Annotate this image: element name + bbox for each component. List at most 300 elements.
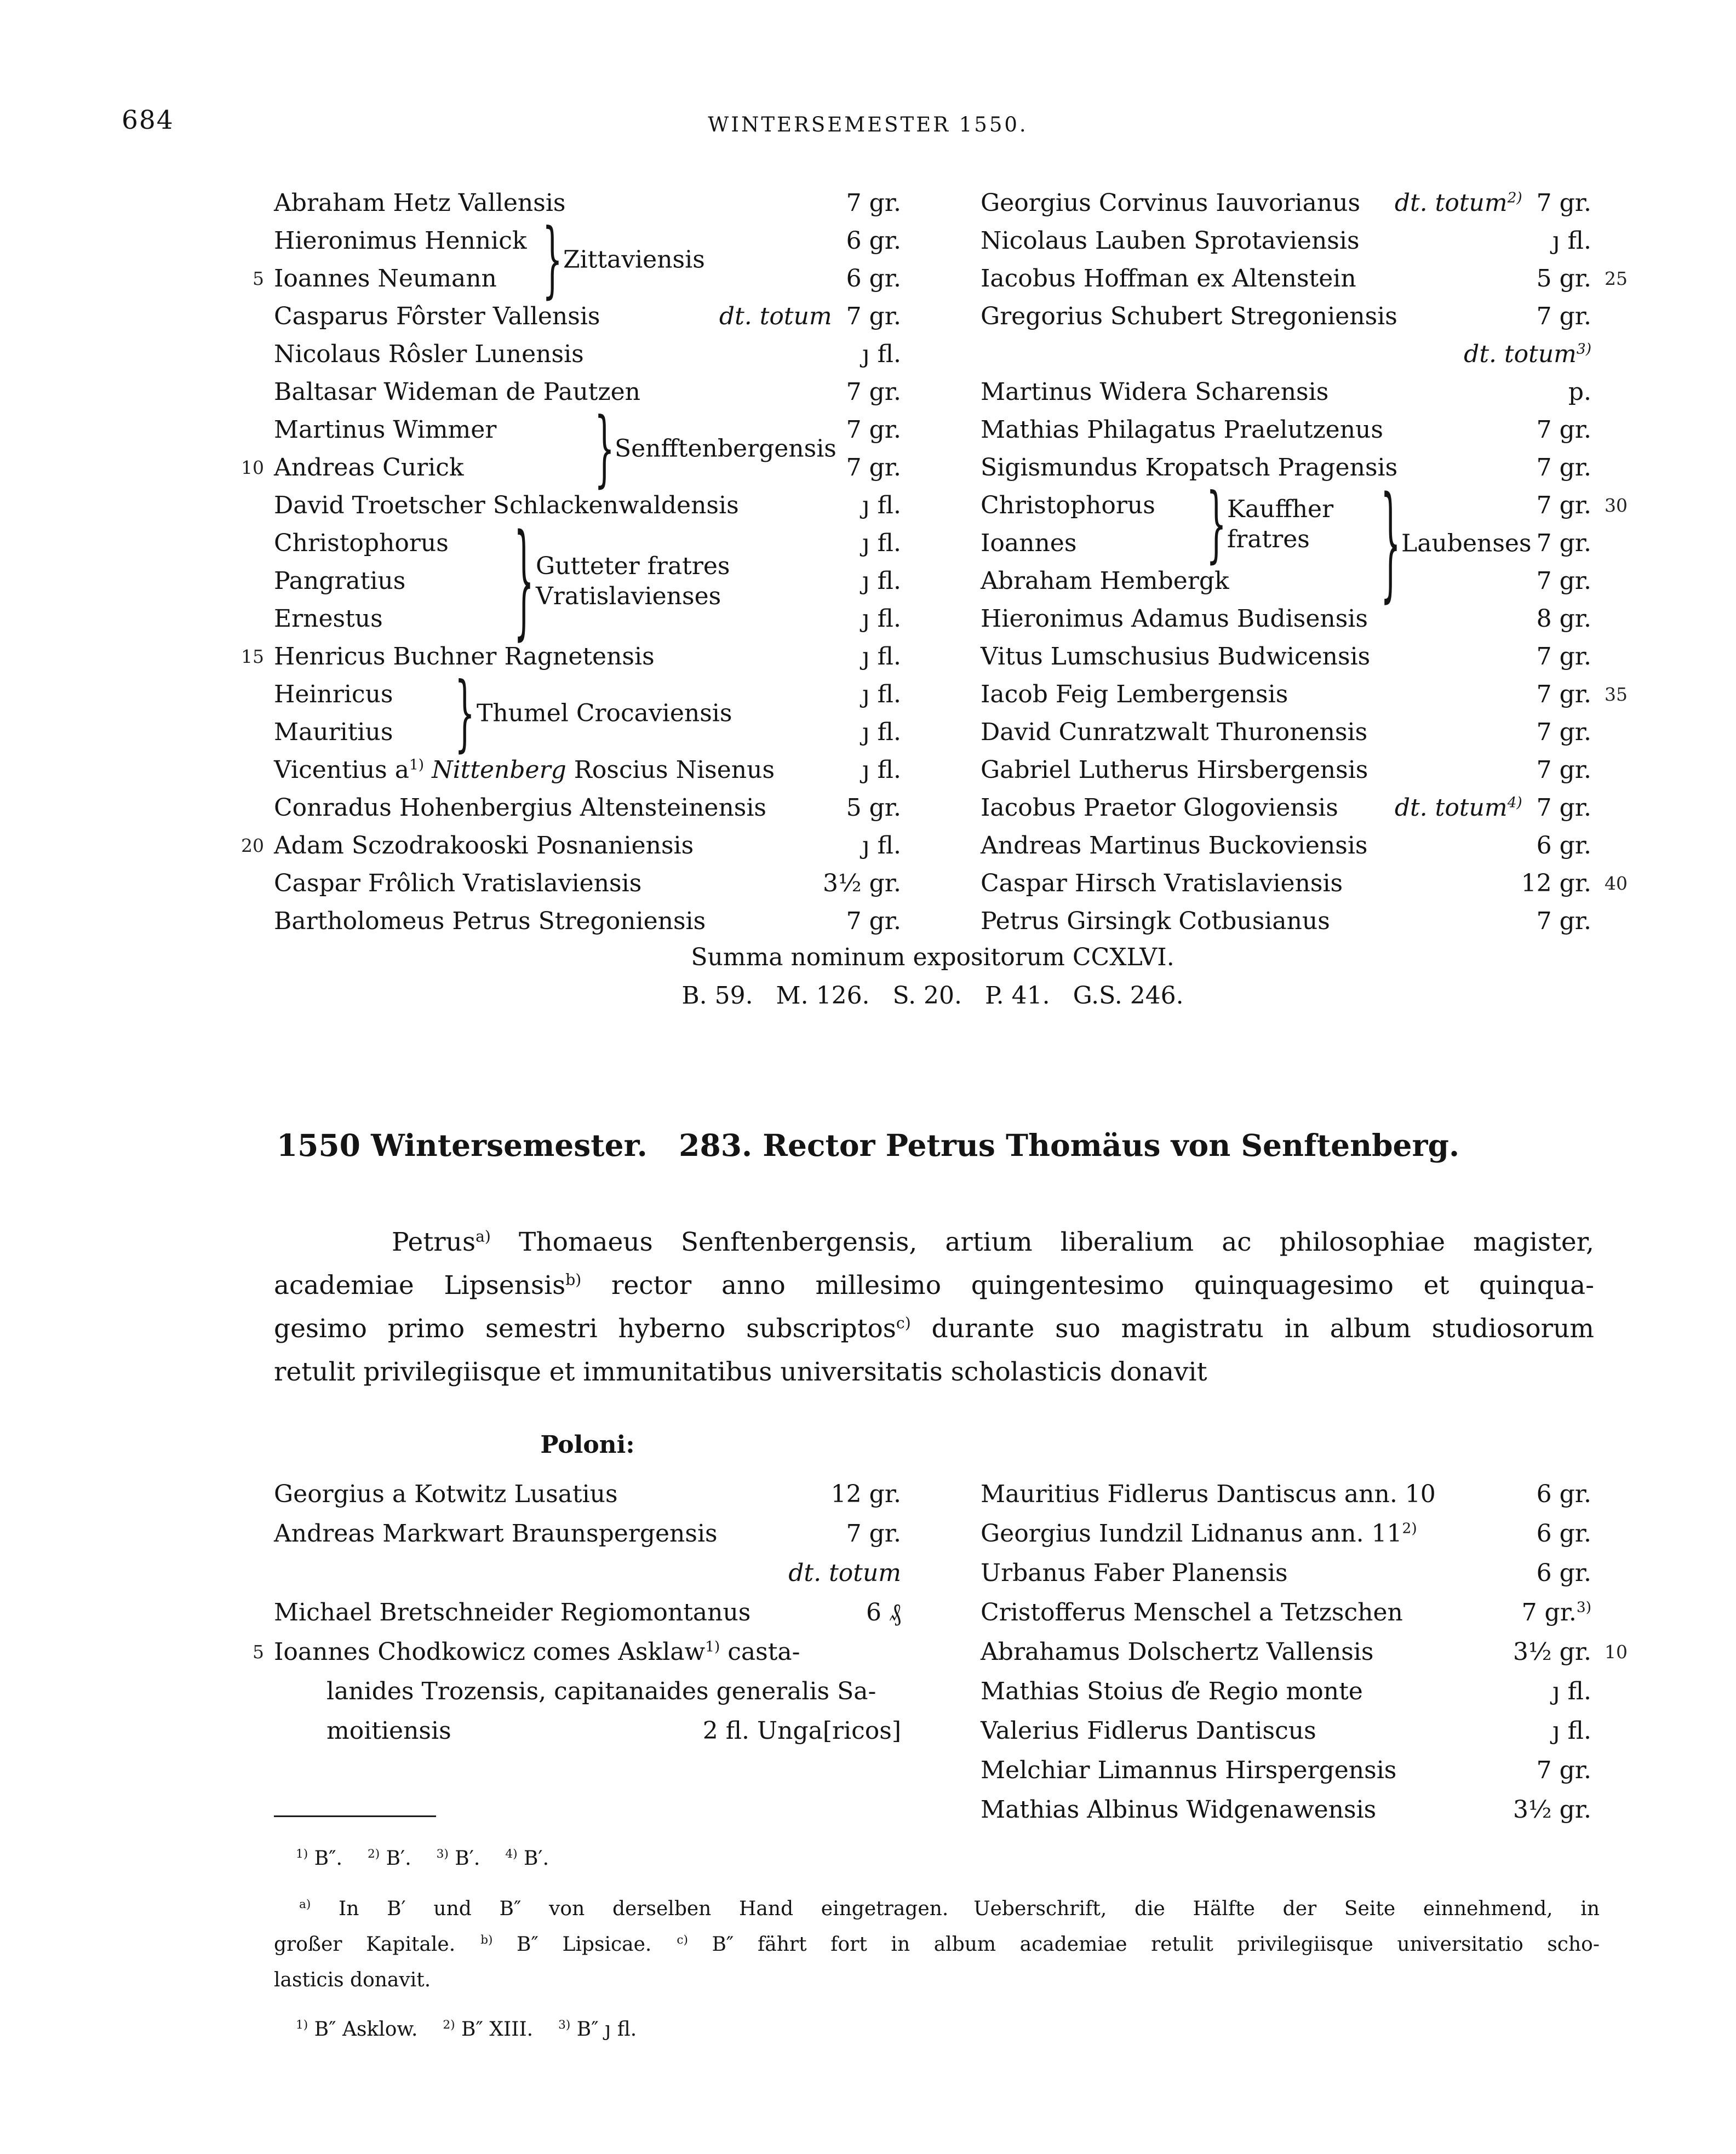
payment-amount — [1552, 1672, 1591, 1711]
text-segment: Abraham Hetz Vallensis — [274, 189, 566, 217]
student-name — [274, 1475, 618, 1514]
text-segment: 7 gr. — [846, 416, 901, 444]
footnote-marker: 3) — [558, 2018, 571, 2032]
student-name — [981, 411, 1383, 449]
text-segment: 6 ₰ — [866, 1599, 901, 1626]
text-segment: Mauritius Fidlerus Dantiscus ann. 10 — [981, 1480, 1436, 1508]
list-row — [274, 1593, 901, 1632]
student-name — [981, 713, 1367, 751]
brace-glyph: } — [514, 507, 534, 653]
payment-amount — [1537, 713, 1591, 751]
text-segment: In B′ und B″ von derselben Hand eingetragen. — [311, 1898, 949, 1920]
list-row — [981, 751, 1591, 789]
text-segment: 7 gr. — [1536, 1756, 1591, 1784]
footnote-marker: c) — [677, 1933, 688, 1947]
list-row — [981, 486, 1628, 524]
text-line — [274, 1891, 1600, 1927]
poloni-right-column — [981, 1475, 1628, 1830]
payment-amount — [1537, 297, 1591, 335]
text-segment: 7 gr. — [1536, 189, 1591, 217]
margin-line-number: 15 — [241, 646, 264, 667]
payment-amount — [866, 1593, 901, 1632]
payment-amount — [1537, 902, 1591, 940]
text-segment: 6 gr. — [1536, 832, 1591, 860]
margin-line-number: 5 — [253, 268, 264, 289]
footnote-numeric-series-1 — [296, 1847, 549, 1870]
student-name — [326, 1672, 876, 1711]
summary-line-names: Summa nominum expositorum CCXLVI. — [691, 943, 1174, 971]
list-row — [981, 827, 1591, 864]
text-segment: dt. totum — [1394, 794, 1508, 822]
payment-amount — [1513, 1790, 1591, 1830]
payment-amount — [862, 600, 901, 638]
student-name — [274, 524, 449, 562]
margin-line-number: 35 — [1605, 684, 1628, 705]
text-segment: Petrus — [392, 1227, 476, 1257]
student-name — [981, 297, 1397, 335]
text-segment: 12 gr. — [830, 1480, 901, 1508]
text-segment: Nittenberg — [424, 756, 566, 784]
text-line — [274, 1264, 1594, 1307]
text-segment: ȷ fl. — [862, 756, 901, 784]
payment-amount — [1537, 1475, 1591, 1514]
text-segment: ȷ fl. — [862, 643, 901, 671]
payment-amount — [1537, 486, 1591, 524]
text-segment: 8 gr. — [1536, 605, 1591, 633]
payment-amount — [846, 260, 901, 297]
text-segment: Pangratius — [274, 567, 406, 595]
student-name — [274, 486, 739, 524]
text-segment: Vitus Lumschusius Budwicensis — [981, 643, 1371, 671]
student-name — [274, 449, 464, 486]
list-row — [274, 902, 901, 940]
list-row — [274, 713, 901, 751]
text-segment: 7 gr. — [846, 907, 901, 935]
text-segment: Hieronimus Hennick — [274, 227, 527, 255]
footnote-letter-block — [274, 1891, 1600, 1998]
text-segment: ȷ fl. — [862, 529, 901, 557]
footnote-marker: 1) — [296, 2018, 308, 2032]
payment-amount — [1537, 1514, 1591, 1554]
text-segment: ȷ fl. — [862, 491, 901, 519]
text-segment: Petrus Girsingk Cotbusianus — [981, 907, 1330, 935]
text-segment: Christophorus — [274, 529, 449, 557]
text-segment: 7 gr. — [1536, 567, 1591, 595]
list-row — [981, 260, 1628, 297]
payment-amount — [823, 864, 901, 902]
text-segment: Casparus Fôrster Vallensis — [274, 302, 600, 330]
text-segment: Andreas Markwart Braunspergensis — [274, 1520, 718, 1548]
text-segment: Vicentius a — [274, 756, 409, 784]
student-name — [981, 638, 1370, 675]
text-segment: 7 gr. — [1536, 529, 1591, 557]
text-segment: 7 gr. — [846, 302, 901, 330]
list-row — [981, 638, 1591, 675]
text-segment: B″ fährt fort in album academiae retulit privilegiisque universitatio scho- — [687, 1933, 1600, 1956]
list-row — [981, 184, 1591, 222]
rector-paragraph — [274, 1221, 1594, 1394]
footnote-marker: b) — [565, 1270, 582, 1289]
list-row — [274, 524, 901, 562]
list-row — [981, 675, 1628, 713]
text-segment: 3½ gr. — [823, 869, 901, 897]
list-row — [253, 260, 901, 297]
footnote-marker: 1) — [409, 756, 425, 774]
student-name — [274, 297, 600, 335]
payment-amount — [1552, 222, 1591, 260]
list-row — [241, 449, 901, 486]
payment-amount — [1537, 789, 1591, 827]
text-segment: B″ ȷ fl. — [570, 2018, 637, 2041]
payment-amount — [1552, 1711, 1591, 1751]
student-name — [981, 1672, 1363, 1711]
text-segment: dt. totum — [788, 1559, 901, 1587]
text-segment: Nicolaus Rôsler Lunensis — [274, 340, 584, 368]
payment-amount — [862, 751, 901, 789]
text-segment: 3½ gr. — [1513, 1638, 1591, 1666]
text-segment: Andreas Martinus Buckoviensis — [981, 832, 1368, 860]
list-row — [981, 297, 1591, 335]
text-segment: Iacobus Praetor Glogoviensis — [981, 794, 1338, 822]
section-heading: 1550 Wintersemester. 283. Rector Petrus Thomäus von Senftenberg. — [276, 1127, 1460, 1163]
text-segment: Michael Bretschneider Regiomontanus — [274, 1599, 751, 1626]
text-segment: 7 gr. — [846, 378, 901, 406]
text-segment: Iacobus Hoffman ex Altenstein — [981, 265, 1356, 293]
text-segment: 7 gr. — [846, 454, 901, 482]
list-row — [981, 1475, 1591, 1514]
text-segment: durante suo magistratu in album studiosorum — [910, 1314, 1594, 1344]
student-name — [274, 1514, 718, 1554]
payment-amount — [846, 449, 901, 486]
payment-amount — [703, 1711, 901, 1751]
list-right-column — [981, 184, 1628, 940]
text-segment: Melchiar Limannus Hirspergensis — [981, 1756, 1397, 1784]
text-segment: 6 gr. — [846, 227, 901, 255]
list-row — [981, 600, 1591, 638]
footnote-marker: 3) — [1576, 1599, 1591, 1616]
footnote-marker: a) — [299, 1898, 311, 1911]
student-name — [981, 1711, 1316, 1751]
list-row — [274, 335, 901, 373]
list-row — [274, 373, 901, 411]
payment-amount — [1537, 524, 1591, 562]
text-segment: 7 gr. — [1521, 1599, 1577, 1626]
payment-amount — [846, 373, 901, 411]
text-segment: ȷ fl. — [1552, 227, 1591, 255]
list-row — [274, 1672, 901, 1711]
payment-amount — [862, 675, 901, 713]
list-row — [274, 751, 901, 789]
list-row — [981, 1554, 1591, 1593]
list-row — [274, 789, 901, 827]
list-row — [274, 222, 901, 260]
text-segment: Sigismundus Kropatsch Pragensis — [981, 454, 1398, 482]
student-name — [981, 1751, 1396, 1790]
list-row — [274, 486, 901, 524]
text-segment: ȷ fl. — [862, 680, 901, 708]
list-row — [981, 902, 1591, 940]
list-row — [274, 675, 901, 713]
text-segment: Christophorus — [981, 491, 1155, 519]
text-segment: retulit privilegiisque et immunitatibus universitatis scholasticis donavit — [274, 1357, 1207, 1387]
payment-amount — [862, 713, 901, 751]
text-segment: 5 gr. — [1536, 265, 1591, 293]
margin-line-number: 5 — [253, 1641, 264, 1663]
list-row — [241, 827, 901, 864]
payment-amount — [846, 411, 901, 449]
footnote-marker: 4) — [505, 1847, 518, 1861]
text-segment: Caspar Frôlich Vratislaviensis — [274, 869, 642, 897]
payment-note — [1395, 184, 1522, 222]
brace-label-line: Thumel Crocaviensis — [477, 699, 732, 727]
list-row — [274, 411, 901, 449]
student-name — [274, 902, 706, 940]
list-row — [274, 562, 901, 600]
text-segment: Mathias Stoius ďe Regio monte — [981, 1677, 1363, 1705]
text-segment: Conradus Hohenbergius Altensteinensis — [274, 794, 767, 822]
payment-amount — [1522, 1593, 1591, 1632]
text-segment: 7 gr. — [1536, 416, 1591, 444]
student-name — [981, 373, 1328, 411]
text-line — [274, 1221, 1594, 1264]
margin-line-number: 40 — [1605, 873, 1628, 894]
payment-amount — [862, 524, 901, 562]
brace-label-line: Laubenses — [1401, 529, 1532, 557]
list-row — [981, 562, 1591, 600]
text-segment: 7 gr. — [846, 189, 901, 217]
footnote-marker: a) — [475, 1227, 491, 1246]
student-name — [981, 1593, 1403, 1632]
payment-amount — [1537, 260, 1591, 297]
list-row — [981, 1672, 1591, 1711]
summary-line-counts: B. 59. M. 126. S. 20. P. 41. G.S. 246. — [681, 982, 1184, 1010]
text-segment: 7 gr. — [1536, 643, 1591, 671]
payment-note — [788, 1554, 901, 1593]
brace-label-line: fratres — [1227, 525, 1310, 553]
text-segment: 5 gr. — [846, 794, 901, 822]
text-segment: Ernestus — [274, 605, 383, 633]
footnote-marker: 2) — [367, 1847, 380, 1861]
text-segment: David Troetscher Schlackenwaldensis — [274, 491, 739, 519]
footnote-separator-rule — [274, 1815, 436, 1817]
text-segment: ȷ fl. — [1552, 1717, 1591, 1745]
payment-amount — [1537, 411, 1591, 449]
text-line — [274, 1307, 1594, 1350]
poloni-title: Poloni: — [540, 1431, 635, 1459]
footnote-marker: 2) — [1402, 1520, 1417, 1537]
footnote-marker: 3) — [436, 1847, 449, 1861]
student-name — [981, 789, 1338, 827]
text-segment: Iacob Feig Lembergensis — [981, 680, 1288, 708]
footnote-marker: 1) — [296, 1847, 308, 1861]
student-name — [326, 1711, 451, 1751]
student-name — [981, 751, 1368, 789]
list-row — [274, 1475, 901, 1514]
payment-note — [1464, 335, 1591, 373]
footnote-marker: b) — [480, 1933, 493, 1947]
brace-glyph: } — [594, 399, 615, 497]
list-row — [981, 1593, 1591, 1632]
text-segment: Mathias Philagatus Praelutzenus — [981, 416, 1383, 444]
text-segment: ȷ fl. — [862, 605, 901, 633]
list-row — [981, 1514, 1591, 1554]
text-segment: Ioannes Chodkowicz comes Asklaw — [274, 1638, 706, 1666]
text-segment: Georgius Iundzil Lidnanus ann. 11 — [981, 1520, 1402, 1548]
payment-amount — [1537, 449, 1591, 486]
brace-glyph: } — [1380, 469, 1401, 615]
payment-note — [719, 297, 832, 335]
text-segment: 7 gr. — [1536, 680, 1591, 708]
text-segment: Roscius Nisenus — [566, 756, 775, 784]
text-segment: Ioannes — [981, 529, 1077, 557]
student-name — [981, 184, 1360, 222]
brace-label-line: Zittaviensis — [563, 245, 705, 274]
text-segment: 2 fl. Unga[ricos] — [702, 1717, 901, 1745]
text-segment: B″ Lipsicae. — [492, 1933, 652, 1956]
margin-line-number: 30 — [1605, 495, 1628, 516]
text-segment: 3½ gr. — [1513, 1796, 1591, 1824]
payment-amount — [846, 789, 901, 827]
payment-amount — [846, 902, 901, 940]
list-row — [981, 411, 1591, 449]
text-segment: 7 gr. — [1536, 907, 1591, 935]
text-line — [274, 1962, 1600, 1998]
text-segment: dt. totum — [719, 302, 832, 330]
text-segment: Martinus Widera Scharensis — [981, 378, 1329, 406]
text-segment: 7 gr. — [1536, 756, 1591, 784]
list-row — [981, 1632, 1628, 1672]
text-line — [274, 1350, 1594, 1394]
student-name — [981, 562, 1229, 600]
text-segment: Henricus Buchner Ragnetensis — [274, 643, 655, 671]
payment-amount — [1513, 1632, 1591, 1672]
list-row — [981, 524, 1591, 562]
payment-amount — [1537, 1751, 1591, 1790]
text-segment: Baltasar Wideman de Pautzen — [274, 378, 641, 406]
brace-glyph: } — [542, 210, 563, 308]
text-segment: Gabriel Lutherus Hirsbergensis — [981, 756, 1368, 784]
student-name — [274, 827, 694, 864]
footnote-marker: 2) — [443, 2018, 455, 2032]
student-name — [274, 335, 584, 373]
payment-amount — [846, 222, 901, 260]
brace-label-line: Kauffher — [1227, 495, 1334, 523]
student-name — [274, 1593, 750, 1632]
payment-amount — [862, 486, 901, 524]
student-name — [274, 260, 497, 297]
payment-amount — [846, 297, 901, 335]
text-segment: 12 gr. — [1521, 869, 1591, 897]
text-segment: Ueberschrift, die Hälfte der Seite einnehmend, in — [973, 1898, 1600, 1920]
list-row — [274, 1514, 901, 1554]
list-row — [981, 449, 1591, 486]
payment-amount — [831, 1475, 901, 1514]
payment-amount — [1537, 184, 1591, 222]
list-row — [981, 713, 1591, 751]
text-segment: ȷ fl. — [862, 340, 901, 368]
text-segment: dt. totum — [1464, 340, 1577, 368]
list-row — [981, 1711, 1591, 1751]
poloni-left-column — [253, 1475, 901, 1751]
list-row — [274, 297, 901, 335]
student-name — [981, 1554, 1288, 1593]
text-segment: B′. — [517, 1847, 549, 1870]
list-row — [981, 1790, 1591, 1830]
running-head: WINTERSEMESTER 1550. — [708, 113, 1028, 136]
text-segment: dt. totum — [1394, 189, 1508, 217]
text-segment: academiae Lipsensis — [274, 1270, 566, 1301]
brace-label-line: Gutteter fratres — [536, 552, 730, 580]
text-segment: B″. — [308, 1847, 342, 1870]
list-row — [241, 638, 901, 675]
brace-label-line: Senfftenbergensis — [615, 434, 837, 463]
student-name — [981, 524, 1076, 562]
payment-amount — [1521, 864, 1591, 902]
student-name — [274, 789, 766, 827]
student-name — [981, 1475, 1436, 1514]
text-segment: Georgius a Kotwitz Lusatius — [274, 1480, 618, 1508]
text-segment: Mathias Albinus Widgenawensis — [981, 1796, 1377, 1824]
text-segment: gesimo primo semestri hyberno subscriptos — [274, 1314, 896, 1344]
list-row — [981, 373, 1591, 411]
payment-amount — [1537, 600, 1591, 638]
list-row — [274, 600, 901, 638]
student-name — [981, 675, 1288, 713]
text-segment: 7 gr. — [1536, 794, 1591, 822]
text-segment: rector anno millesimo quingentesimo quinquagesimo et quinqua- — [581, 1270, 1594, 1301]
text-segment: Cristofferus Menschel a Tetzschen — [981, 1599, 1403, 1626]
footnote-marker: 2) — [1507, 189, 1522, 207]
text-segment: großer Kapitale. — [274, 1933, 456, 1956]
text-segment: Hieronimus Adamus Budisensis — [981, 605, 1368, 633]
payment-amount — [862, 638, 901, 675]
text-segment: Thomaeus Senftenbergensis, artium liberalium ac philosophiae magister, — [490, 1227, 1594, 1257]
brace-label-line: Vratislavienses — [536, 582, 721, 610]
list-row — [981, 222, 1591, 260]
text-segment: 6 gr. — [1536, 1480, 1591, 1508]
text-segment: ȷ fl. — [862, 567, 901, 595]
margin-line-number: 25 — [1605, 268, 1628, 289]
payment-amount — [846, 184, 901, 222]
payment-amount — [1537, 1554, 1591, 1593]
list-row — [274, 184, 901, 222]
payment-amount — [862, 827, 901, 864]
student-name — [274, 1632, 800, 1672]
student-name — [274, 751, 775, 789]
student-name — [274, 600, 383, 638]
text-segment: Gregorius Schubert Stregoniensis — [981, 302, 1397, 330]
text-segment: Heinricus — [274, 680, 393, 708]
text-segment: B″ XIII. — [455, 2018, 534, 2041]
text-segment: 7 gr. — [1536, 718, 1591, 746]
text-segment: lanides Trozensis, capitanaides generalis Sa- — [326, 1677, 876, 1705]
student-name — [274, 184, 565, 222]
list-row — [274, 1554, 901, 1593]
payment-amount — [1568, 373, 1591, 411]
student-name — [981, 827, 1367, 864]
student-name — [274, 638, 655, 675]
student-name — [981, 1632, 1373, 1672]
text-segment: Caspar Hirsch Vratislaviensis — [981, 869, 1343, 897]
student-name — [981, 1514, 1417, 1554]
page-number: 684 — [122, 105, 174, 135]
student-name — [274, 562, 405, 600]
payment-amount — [1537, 827, 1591, 864]
student-name — [274, 864, 641, 902]
payment-amount — [1537, 675, 1591, 713]
list-row — [274, 1711, 901, 1751]
text-segment: B″ Asklow. — [308, 2018, 418, 2041]
